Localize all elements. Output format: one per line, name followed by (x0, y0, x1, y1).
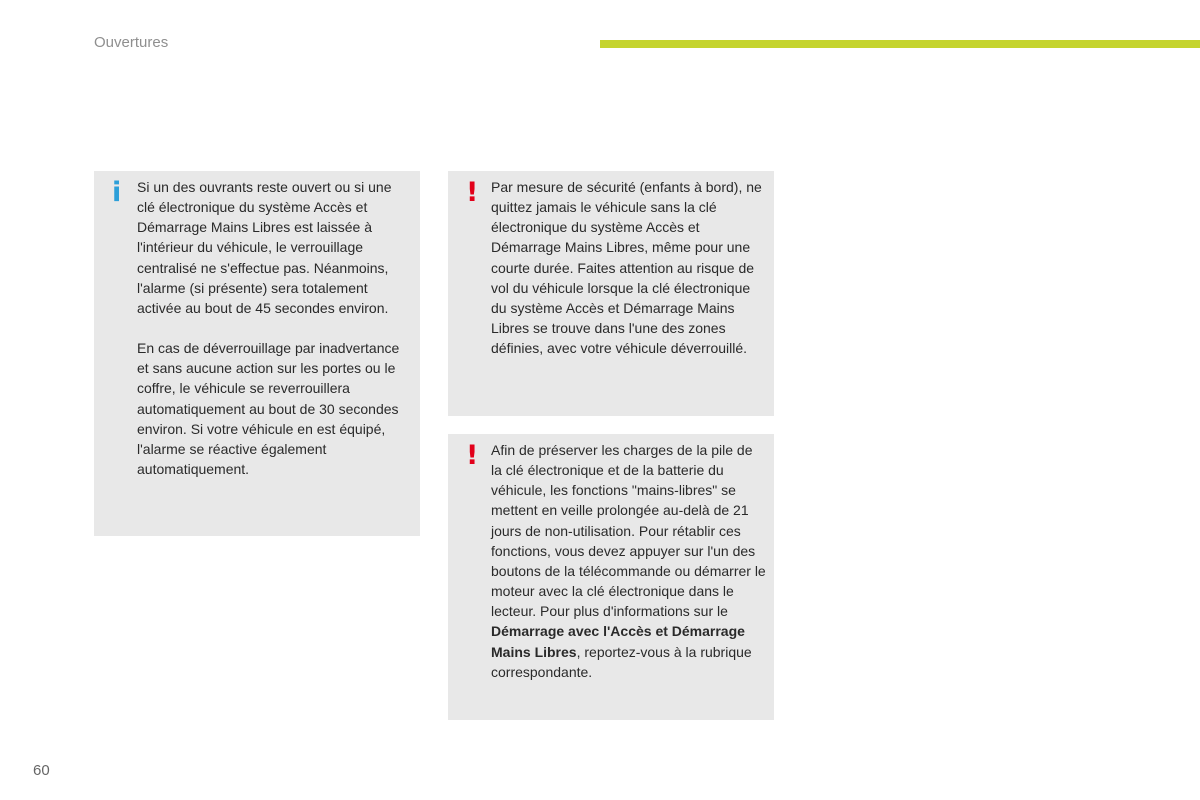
warning-box-battery (448, 434, 774, 720)
warning-battery-text-bold: Démarrage avec l'Accès et Démarrage Mains Libres (491, 623, 745, 660)
info-box (94, 171, 420, 536)
section-title: Ouvertures (94, 34, 169, 51)
info-paragraph-2: En cas de déverrouillage par inadvertance et sans aucune action sur les portes ou le coffre, le véhicule se reverrouillera automatiquement au bout de 30 secondes environ. Si votre véhicule en est équipé, l'alarme se réactive également automatiquement. (137, 340, 400, 478)
warning-box-security (448, 171, 774, 416)
info-icon: i (112, 177, 122, 208)
warning-icon: ! (466, 177, 479, 208)
warning-battery-text (491, 440, 766, 682)
warning-battery-text-end: , reportez-vous à la rubrique correspondante. (491, 643, 752, 680)
header-accent-bar (600, 40, 1200, 48)
warning-icon: ! (466, 440, 479, 471)
page-number: 60 (33, 762, 50, 779)
warning-battery-text-start: Afin de préserver les charges de la pile de la clé électronique et de la batterie du véhicule, les fonctions "mains-libres" se mettent en veille prolongée au-delà de 21 jours de non-utilisation. Pour rétablir ces fonctions, vous devez appuyer sur l'un des boutons de la télécommande ou démarrer le moteur avec la clé électronique dans le lecteur. Pour plus d'informations sur le (491, 442, 766, 620)
info-paragraph-1: Si un des ouvrants reste ouvert ou si une clé électronique du système Accès et Démarrage Mains Libres est laissée à l'intérieur du véhicule, le verrouillage centralisé ne s'effectue pas. Néanmoins, l'alarme (si présente) sera totalement activée au bout de 45 secondes environ. (137, 179, 392, 316)
warning-security-text: Par mesure de sécurité (enfants à bord), ne quittez jamais le véhicule sans la clé électronique du système Accès et Démarrage Mains Libres, même pour une courte durée. Faites attention au risque de vol du véhicule lorsque la clé électronique du système Accès et Démarrage Mains Libres se trouve dans l'une des zones définies, avec votre véhicule déverrouillé. (491, 179, 762, 357)
